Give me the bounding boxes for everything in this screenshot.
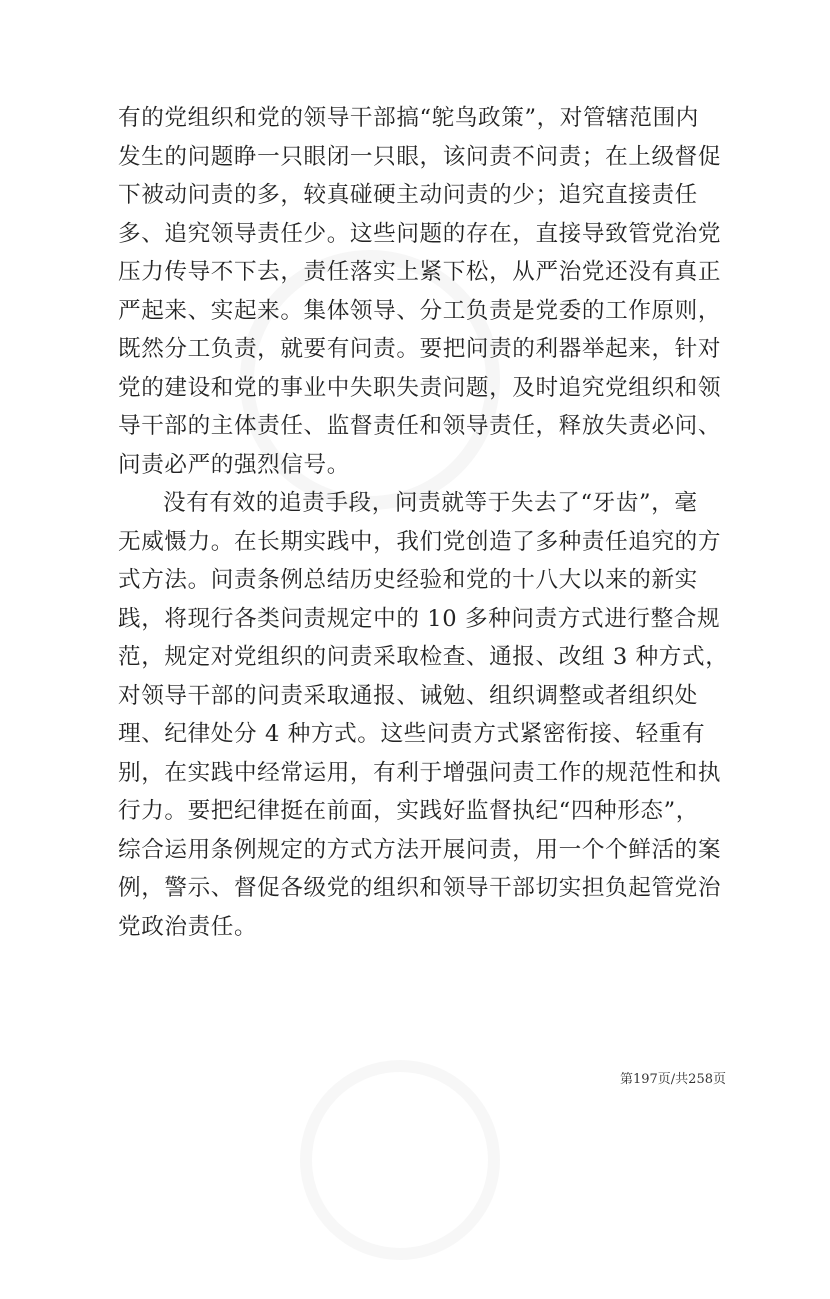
text-line: 压力传导不下去，责任落实上紧下松，从严治党还没有真正 — [118, 259, 722, 285]
text-line-indented: 没有有效的追责手段，问责就等于失去了“牙齿”，毫 — [163, 490, 698, 516]
text-line: 综合运用条例规定的方式方法开展问责，用一个个鲜活的案 — [118, 836, 722, 863]
text-line: 有的党组织和党的领导干部搞“鸵鸟政策”，对管辖范围内 — [118, 105, 699, 131]
text-line: 多、追究领导责任少。这些问题的存在，直接导致管党治党 — [118, 220, 722, 247]
text-line: 无威慑力。在长期实践中，我们党创造了多种责任追究的方 — [118, 528, 722, 555]
text-line: 行力。要把纪律挺在前面，实践好监督执纪“四种形态”， — [118, 798, 699, 824]
text-line: 党的建设和党的事业中失职失责问题，及时追究党组织和领 — [118, 374, 722, 401]
document-body — [118, 99, 729, 946]
text-line: 党政治责任。 — [118, 913, 258, 940]
text-line: 严起来、实起来。集体领导、分工负责是党委的工作原则， — [118, 297, 722, 324]
text-line: 下被动问责的多，较真碰硬主动问责的少；追究直接责任 — [118, 182, 698, 208]
text-line: 践，将现行各类问责规定中的 10 多种问责方式进行整合规 — [118, 605, 721, 632]
text-line: 既然分工负责，就要有问责。要把问责的利器举起来，针对 — [118, 336, 722, 362]
text-line: 别，在实践中经常运用，有利于增强问责工作的规范性和执 — [118, 759, 722, 786]
text-line: 发生的问题睁一只眼闭一只眼，该问责不问责；在上级督促 — [118, 143, 722, 170]
text-line: 理、纪律处分 4 种方式。这些问责方式紧密衔接、轻重有 — [118, 721, 706, 747]
text-line: 例，警示、督促各级党的组织和领导干部切实担负起管党治 — [118, 875, 722, 901]
page-number: 第197页/共258页 — [619, 1072, 726, 1087]
text-line: 导干部的主体责任、监督责任和领导责任，释放失责必问、 — [118, 413, 722, 439]
text-line: 对领导干部的问责采取通报、诫勉、组织调整或者组织处 — [118, 682, 698, 709]
text-line: 范，规定对党组织的问责采取检查、通报、改组 3 种方式， — [118, 644, 729, 670]
text-line: 式方法。问责条例总结历史经验和党的十八大以来的新实 — [118, 567, 698, 593]
text-line: 问责必严的强烈信号。 — [118, 451, 350, 478]
watermark-seal-lower — [261, 1021, 540, 1299]
